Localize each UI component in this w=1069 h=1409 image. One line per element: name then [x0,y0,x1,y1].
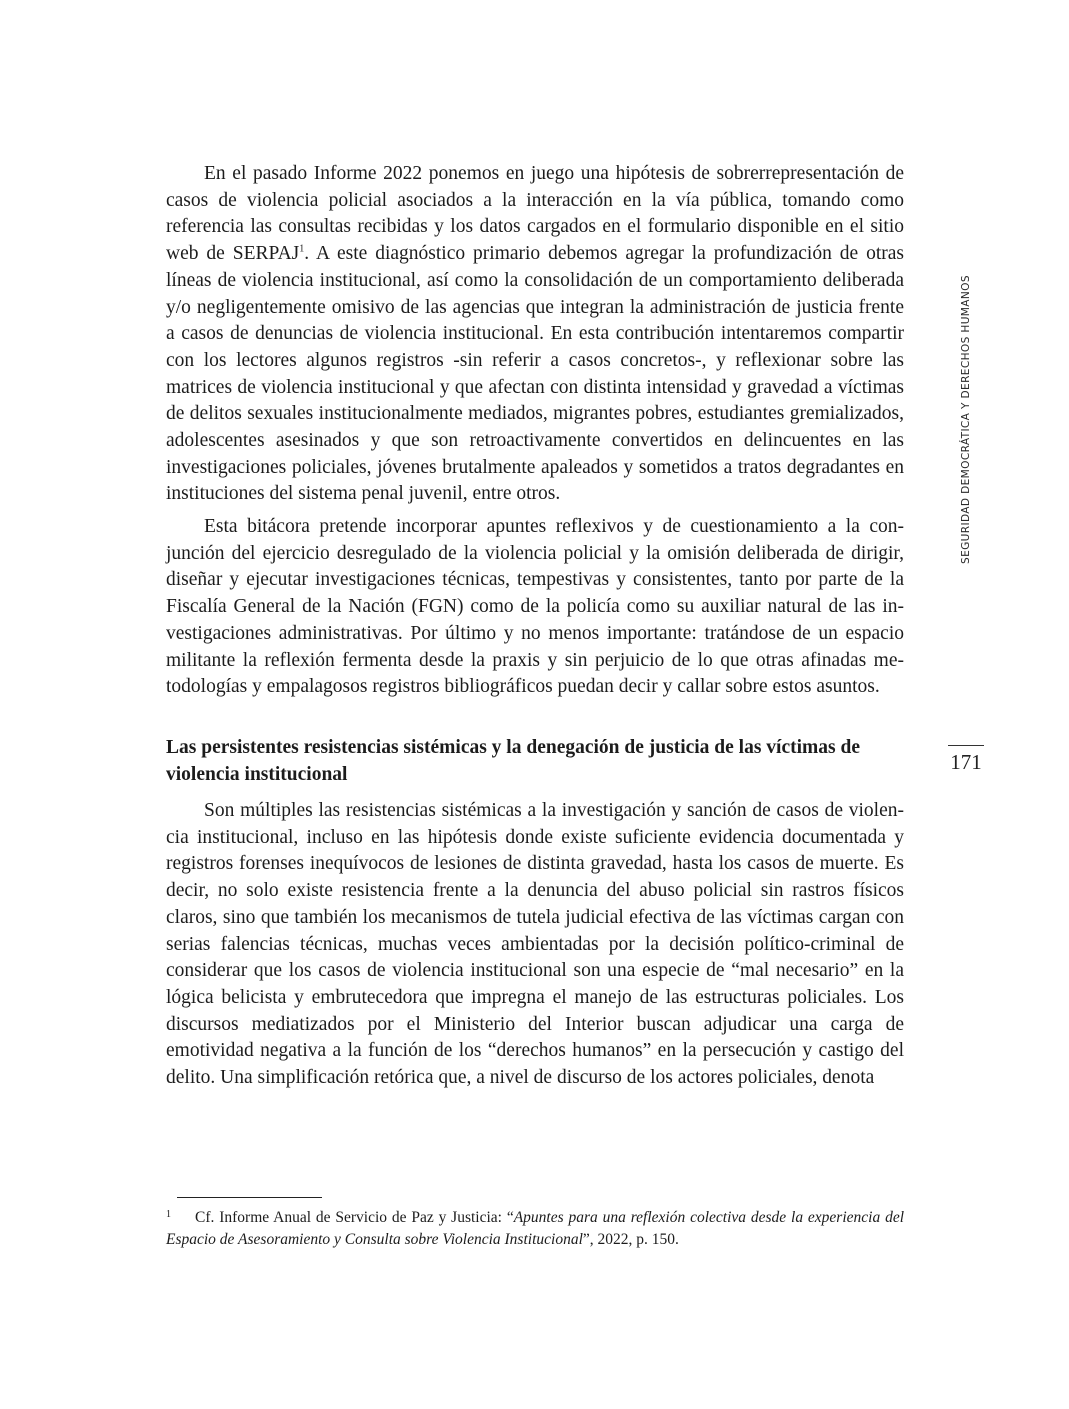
section-heading: Las persistentes resistencias sistémicas y la denegación de justicia de las víctimas de violencia institucional [166,737,861,785]
body-paragraph-3: Son múltiples las resistencias sistémicas a la investigación y sanción de casos de violencia institucional, incluso en las hipótesis donde existe suficiente evidencia documentada y registros forenses inequívocos de lesiones de distinta gravedad, hasta los casos de muerte. Es decir, no solo existe resistencia frente a la denuncia del abuso policial sin rastros físicos claros, sino que también los mecanismos de tutela judicial efectiva de las víctimas cargan con serias falencias técnicas, muchas veces ambientadas por la decisión político-criminal de considerar que los casos de violencia institucional son una especie de “mal necesario” en la lógica belicista y embrutecedora que impregna el manejo de las estructuras policiales. Los discursos mediatizados por el Ministerio del Interior buscan adjudicar una carga de emotividad negativa a la función de los “derechos humanos” en la persecución y castigo del delito. Una simplificación retórica que, a nivel de discurso de los actores policiales, denota [166,800,904,1089]
paragraph-1-text-end: . A este diagnóstico primario debemos agregar la profundización de otras líneas de violencia institucional, así como la consolidación de un comportamiento deliberada y/o negligentemente omisivo de las agencias que integran la administración de justicia frente a casos de denuncias de violencia institucional. En esta contribución intentaremos compartir con los lectores algunos registros -sin referir a casos concretos-, y reflexionar sobre las matrices de violencia institucional y que afectan con distinta intensidad y gravedad a víctimas de delitos sexuales institucionalmente mediados, migrantes pobres, estudiantes gremializados, adolescentes asesinados y que son retroactivamente convertidos en delincuentes en las investigaciones policiales, jóvenes brutalmente apaleados y sometidos a tratos degradantes en instituciones del sistema penal juvenil, entre otros. [166,243,904,505]
running-section-title: SEGURIDAD DEMOCRÁTICA Y DERECHOS HUMANOS [960,275,972,564]
footnote-lead: Cf. Informe Anual de Servicio de Paz y Justicia: “ [195,1209,514,1226]
paragraph-1-text-start: En el pasado Informe 2022 ponemos en juego una hipótesis de sobrerrepresentación de casos de violencia policial asociados a la interacción en la vía pública, tomando como referencia las consultas recibidas y los datos cargados en el formulario disponible en el sitio web de SERPAJ [166,163,904,265]
body-paragraph-1 [166,161,904,508]
footnote [166,1204,904,1251]
footnote-separator [177,1197,322,1198]
body-paragraph-2: Esta bitácora pretende incorporar apuntes reflexivos y de cuestionamiento a la conjunción del ejercicio desregulado de la violencia policial y la omisión deliberada de dirigir, diseñar y ejecutar investigaciones técnicas, tempestivas y consistentes, tanto por parte de la Fiscalía General de la Nación (FGN) como de la policía como su auxiliar natural de las investigaciones administrativas. Por último y no menos importante: tratándose de un espacio militante la reflexión fermenta desde la praxis y sin perjuicio de lo que otras afinadas metodologías y empalagosos registros bibliográficos puedan decir y callar sobre estos asuntos. [166,516,904,698]
page-number: 171 [950,750,982,774]
footnote-mark: 1 [166,1209,171,1220]
footnote-reference[interactable]: 1 [299,243,305,255]
footnote-tail: ”, 2022, p. 150. [582,1231,679,1248]
page-number-rule [948,745,984,746]
footnote-title: Apuntes para una reflexión colectiva desde la experiencia del Espacio de Asesoramiento y Consulta sobre Violencia Institucional [166,1209,905,1248]
